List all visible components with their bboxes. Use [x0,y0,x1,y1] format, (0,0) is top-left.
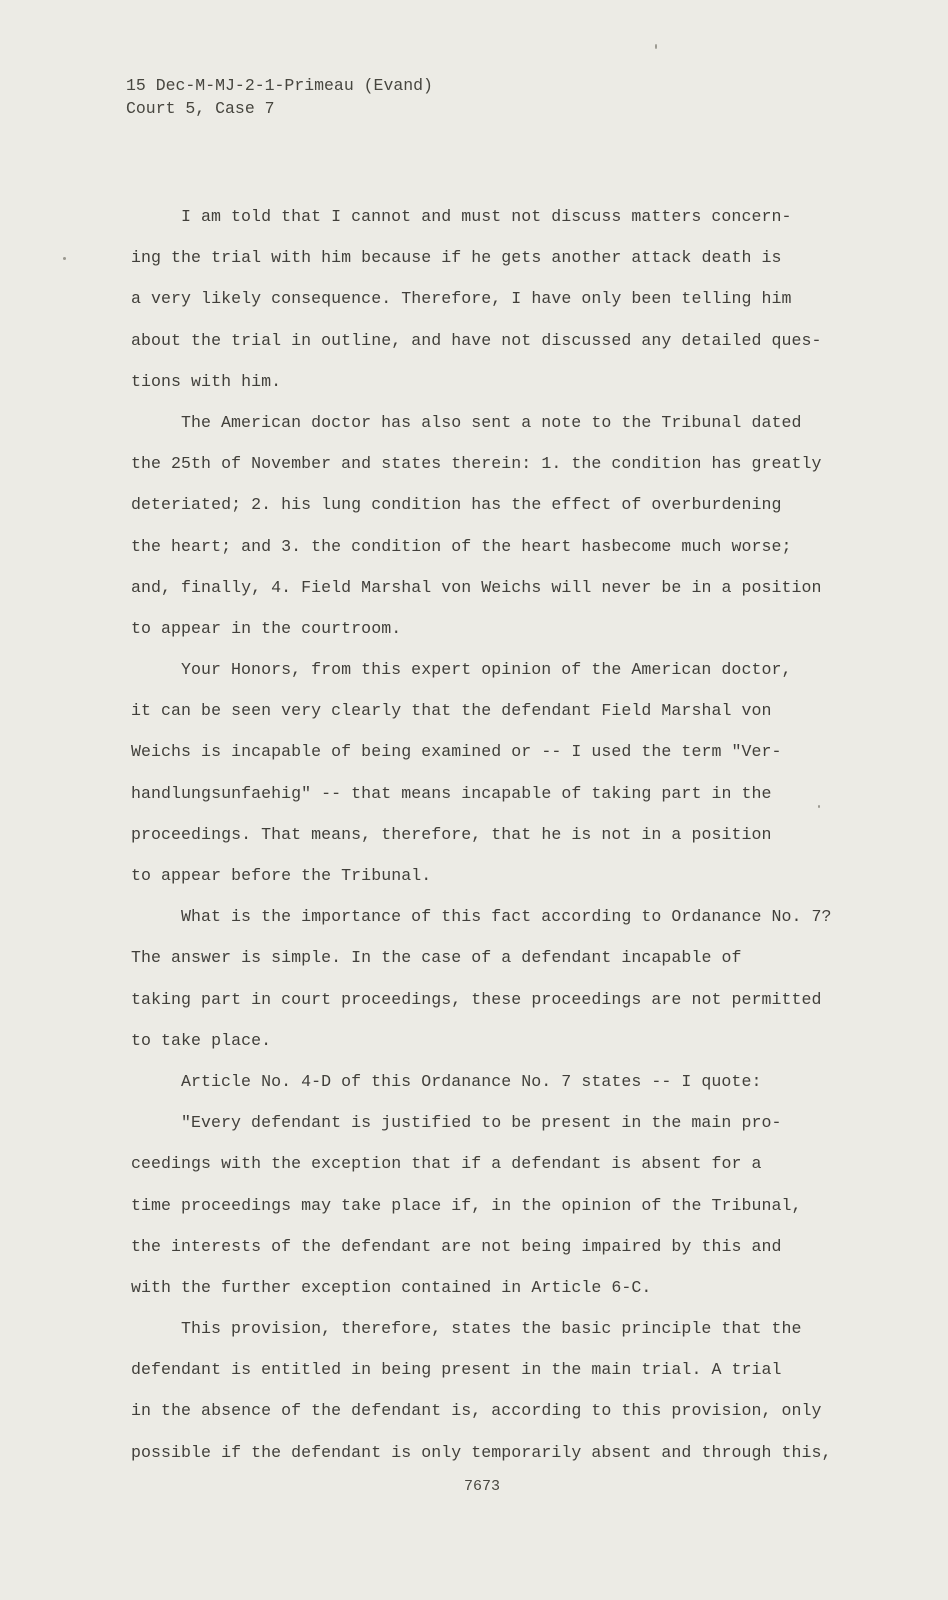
transcript-line: the 25th of November and states therein: 1. the condition has greatly [131,454,822,474]
transcript-line: to appear in the courtroom. [131,618,402,638]
transcript-line: and, finally, 4. Field Marshal von Weichs will never be in a position [131,577,822,597]
transcript-line: tions with him. [131,371,282,391]
transcript-line: Article No. 4-D of this Ordanance No. 7 states -- I quote: [181,1071,762,1091]
transcript-line: handlungsunfaehig" -- that means incapable of taking part in the [131,783,772,803]
transcript-line: a very likely consequence. Therefore, I have only been telling him [131,289,792,309]
transcript-line: defendant is entitled in being present in the main trial. A trial [131,1360,782,1380]
transcript-line: deteriated; 2. his lung condition has the effect of overburdening [131,495,782,515]
transcript-line: to appear before the Tribunal. [131,866,432,885]
transcript-line: Weichs is incapable of being examined or -- I used the term "Ver- [131,742,782,762]
document-header [126,74,433,120]
page-number: 7673 [464,1478,501,1495]
transcript-line: What is the importance of this fact according to Ordanance No. 7? [181,907,832,927]
transcript-line: ing the trial with him because if he gets another attack death is [131,248,782,268]
transcript-line: time proceedings may take place if, in the opinion of the Tribunal, [131,1195,802,1215]
paper-speck [818,805,820,808]
transcript-line: possible if the defendant is only temporarily absent and through this, [131,1442,832,1462]
transcript-line: The American doctor has also sent a note to the Tribunal dated [181,412,802,432]
header-reference-line: 15 Dec-M-MJ-2-1-Primeau (Evand) [126,76,433,95]
transcript-line: the heart; and 3. the condition of the heart hasbecome much worse; [131,536,792,556]
transcript-line: ceedings with the exception that if a defendant is absent for a [131,1154,762,1174]
transcript-line: Your Honors, from this expert opinion of the American doctor, [181,660,792,680]
transcript-line: The answer is simple. In the case of a defendant incapable of [131,948,742,968]
transcript-line: in the absence of the defendant is, according to this provision, only [131,1401,822,1421]
paper-speck [63,257,66,260]
paper-speck [655,44,657,49]
transcript-line: I am told that I cannot and must not discuss matters concern- [181,207,792,226]
transcript-line: taking part in court proceedings, these proceedings are not permitted [131,989,822,1009]
transcript-line: it can be seen very clearly that the defendant Field Marshal von [131,701,772,721]
header-court-case-line: Court 5, Case 7 [126,99,275,118]
transcript-line: the interests of the defendant are not being impaired by this and [131,1236,782,1256]
transcript-line: with the further exception contained in Article 6-C. [131,1277,652,1297]
transcript-line: to take place. [131,1030,272,1050]
transcript-line: proceedings. That means, therefore, that he is not in a position [131,824,772,844]
transcript-line: about the trial in outline, and have not discussed any detailed ques- [131,330,822,350]
transcript-line: "Every defendant is justified to be present in the main pro- [181,1113,782,1133]
transcript-line: This provision, therefore, states the basic principle that the [181,1319,802,1339]
transcript-body [131,196,861,1473]
